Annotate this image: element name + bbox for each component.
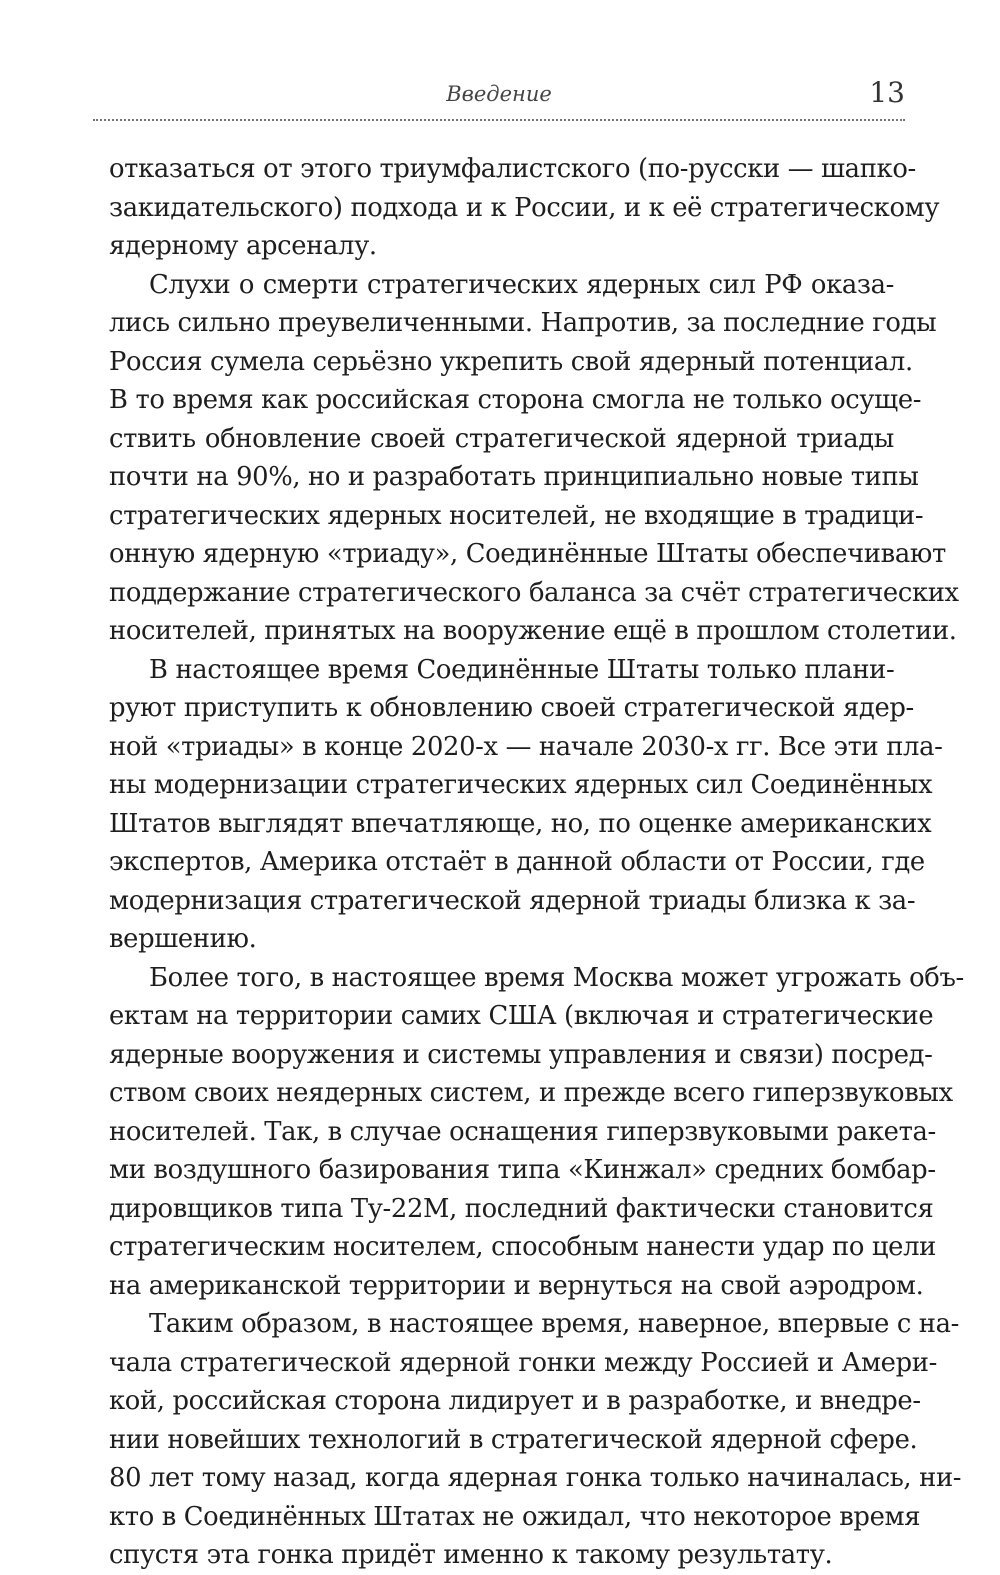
- text-line: модернизация стратегической ядерной триады близка к за-: [109, 885, 916, 916]
- page-number: 13: [869, 76, 905, 109]
- text-line: онную ядерную «триаду», Соединённые Штаты обеспечивают: [109, 539, 946, 569]
- paragraph: [109, 266, 959, 651]
- text-line: руют приступить к обновлению своей стратегической ядер-: [109, 693, 914, 723]
- text-line: Более того, в настоящее время Москва может угрожать объ-: [149, 962, 964, 993]
- text-line: нии новейших технологий в стратегической ядерной сфере.: [109, 1424, 918, 1455]
- text-line: отказаться от этого триумфалистского (по-русски — шапко-: [109, 154, 916, 184]
- text-line: закидательского) подхода и к России, и к её стратегическому: [109, 192, 940, 223]
- paragraph: [109, 150, 940, 266]
- text-line: ядерные вооружения и системы управления и связи) посред-: [109, 1039, 933, 1070]
- page-header: [93, 78, 905, 118]
- text-line: ны модернизации стратегических ядерных сил Соединённых: [109, 770, 933, 800]
- text-line: экспертов, Америка отстаёт в данной области от России, где: [109, 847, 925, 877]
- text-line: ством своих неядерных систем, и прежде всего гиперзвуковых: [109, 1078, 953, 1108]
- text-line: стратегическим носителем, способным нанести удар по цели: [109, 1232, 936, 1262]
- text-line: В настоящее время Соединённые Штаты только плани-: [149, 654, 895, 685]
- text-line: В то время как российская сторона смогла не только осуще-: [109, 385, 922, 415]
- text-line: ми воздушного базирования типа «Кинжал» средних бомбар-: [109, 1155, 936, 1185]
- text-line: ствить обновление своей стратегической ядерной триады: [109, 423, 894, 454]
- text-line: Таким образом, в настоящее время, наверное, впервые с на-: [149, 1309, 960, 1339]
- text-line: ной «триады» в конце 2020-х — начале 2030-х гг. Все эти пла-: [109, 731, 943, 762]
- text-line: дировщиков типа Ту-22М, последний фактически становится: [109, 1193, 934, 1224]
- text-line: Штатов выглядят впечатляюще, но, по оценке американских: [109, 808, 932, 839]
- paragraph: [109, 959, 964, 1306]
- text-line: кто в Соединённых Штатах не ожидал, что некоторое время: [109, 1501, 921, 1532]
- text-line: ектам на территории самих США (включая и стратегические: [109, 1001, 934, 1031]
- text-line: носителей, принятых на вооружение ещё в прошлом столетии.: [109, 616, 957, 646]
- text-line: на американской территории и вернуться на свой аэродром.: [109, 1270, 924, 1301]
- text-line: лись сильно преувеличенными. Напротив, за последние годы: [109, 308, 937, 338]
- paragraph: [109, 651, 943, 959]
- text-line: носителей. Так, в случае оснащения гиперзвуковыми ракета-: [109, 1116, 936, 1147]
- running-title: Введение: [446, 82, 552, 106]
- text-line: Слухи о смерти стратегических ядерных сил РФ оказа-: [149, 269, 894, 300]
- text-line: поддержание стратегического баланса за счёт стратегических: [109, 577, 959, 608]
- text-line: чала стратегической ядерной гонки между Россией и Амери-: [109, 1347, 937, 1378]
- text-line: стратегических ядерных носителей, не входящие в традици-: [109, 500, 924, 531]
- text-line: ядерному арсеналу.: [109, 231, 377, 261]
- text-line: Россия сумела серьёзно укрепить свой ядерный потенциал.: [109, 346, 913, 377]
- text-line: почти на 90%, но и разработать принципиально новые типы: [109, 462, 919, 492]
- text-line: вершению.: [109, 924, 257, 954]
- paragraph: [109, 1305, 962, 1575]
- body-text: [109, 150, 964, 1575]
- text-line: кой, российская сторона лидирует и в разработке, и внедре-: [109, 1386, 921, 1416]
- header-divider: [93, 119, 905, 121]
- text-line: 80 лет тому назад, когда ядерная гонка только начиналась, ни-: [109, 1463, 962, 1493]
- text-line: спустя эта гонка придёт именно к такому результату.: [109, 1540, 833, 1570]
